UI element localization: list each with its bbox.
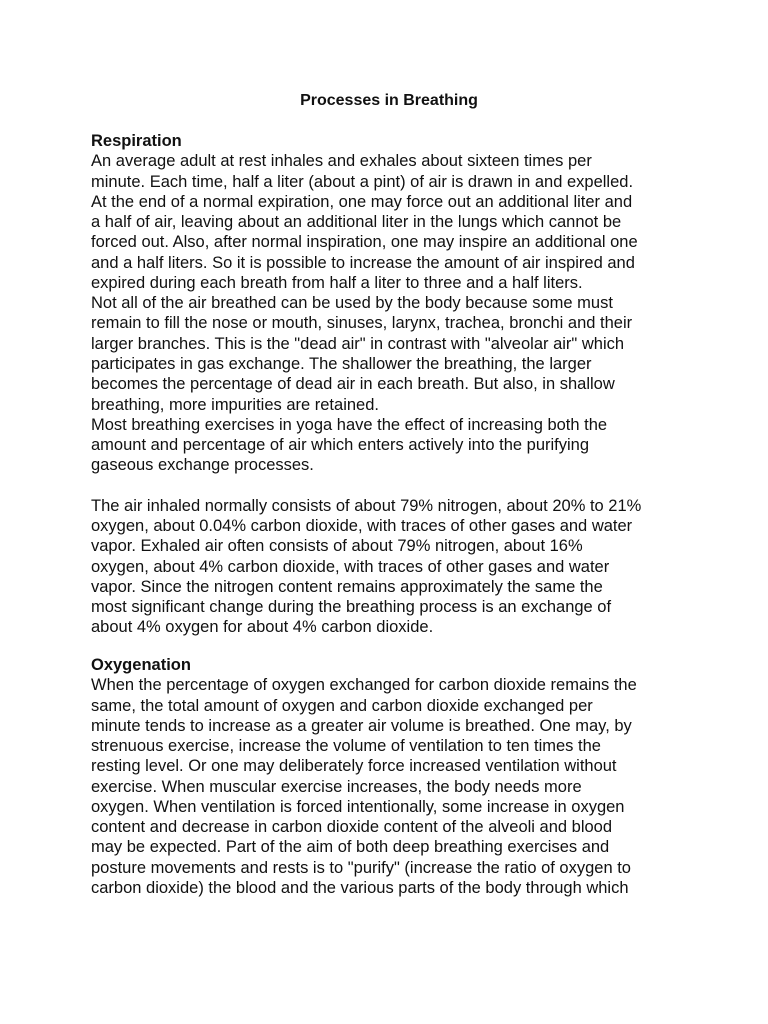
text-line: remain to fill the nose or mouth, sinuses, larynx, trachea, bronchi and their <box>91 314 633 333</box>
text-line: becomes the percentage of dead air in each breath. But also, in shallow <box>91 375 615 394</box>
text-line: An average adult at rest inhales and exhales about sixteen times per <box>91 152 592 171</box>
text-line: expired during each breath from half a liter to three and a half liters. <box>91 273 583 292</box>
text-line: The air inhaled normally consists of about 79% nitrogen, about 20% to 21% <box>91 496 642 515</box>
text-line: a half of air, leaving about an additional liter in the lungs which cannot be <box>91 213 622 232</box>
page-title: Processes in Breathing <box>300 92 478 109</box>
text-line: Most breathing exercises in yoga have the effect of increasing both the <box>91 415 608 434</box>
text-line: gaseous exchange processes. <box>91 456 314 475</box>
text-line: carbon dioxide) the blood and the various parts of the body through which <box>91 878 629 897</box>
text-line: oxygen. When ventilation is forced intentionally, some increase in oxygen <box>91 797 625 816</box>
text-line: larger branches. This is the "dead air" in contrast with "alveolar air" which <box>91 334 625 353</box>
text-line: resting level. Or one may deliberately force increased ventilation without <box>91 757 617 776</box>
text-line: participates in gas exchange. The shallower the breathing, the larger <box>91 354 592 373</box>
text-line: oxygen, about 0.04% carbon dioxide, with traces of other gases and water <box>91 517 633 536</box>
text-line: and a half liters. So it is possible to increase the amount of air inspired and <box>91 253 635 272</box>
text-line: At the end of a normal expiration, one may force out an additional liter and <box>91 192 633 211</box>
text-line: vapor. Exhaled air often consists of about 79% nitrogen, about 16% <box>91 537 583 556</box>
text-line: amount and percentage of air which enters actively into the purifying <box>91 436 590 455</box>
text-line: same, the total amount of oxygen and carbon dioxide exchanged per <box>91 696 593 715</box>
text-line: posture movements and rests is to "purify" (increase the ratio of oxygen to <box>91 858 631 877</box>
text-line: Not all of the air breathed can be used by the body because some must <box>91 294 613 313</box>
section-heading-respiration: Respiration <box>91 132 182 150</box>
text-line: strenuous exercise, increase the volume of ventilation to ten times the <box>91 737 601 756</box>
text-line: minute tends to increase as a greater air volume is breathed. One may, by <box>91 716 632 735</box>
text-line: minute. Each time, half a liter (about a pint) of air is drawn in and expelled. <box>91 172 634 191</box>
text-line: content and decrease in carbon dioxide content of the alveoli and blood <box>91 818 613 837</box>
text-line: oxygen, about 4% carbon dioxide, with traces of other gases and water <box>91 557 610 576</box>
text-line: When the percentage of oxygen exchanged for carbon dioxide remains the <box>91 676 637 695</box>
text-line: may be expected. Part of the aim of both deep breathing exercises and <box>91 838 610 857</box>
text-line: about 4% oxygen for about 4% carbon dioxide. <box>91 618 434 637</box>
text-line: vapor. Since the nitrogen content remains approximately the same the <box>91 577 603 596</box>
section-heading-oxygenation: Oxygenation <box>91 656 191 674</box>
text-line: most significant change during the breathing process is an exchange of <box>91 598 612 617</box>
text-line: breathing, more impurities are retained. <box>91 395 379 414</box>
text-line: forced out. Also, after normal inspiration, one may inspire an additional one <box>91 233 638 252</box>
text-line: exercise. When muscular exercise increases, the body needs more <box>91 777 582 796</box>
